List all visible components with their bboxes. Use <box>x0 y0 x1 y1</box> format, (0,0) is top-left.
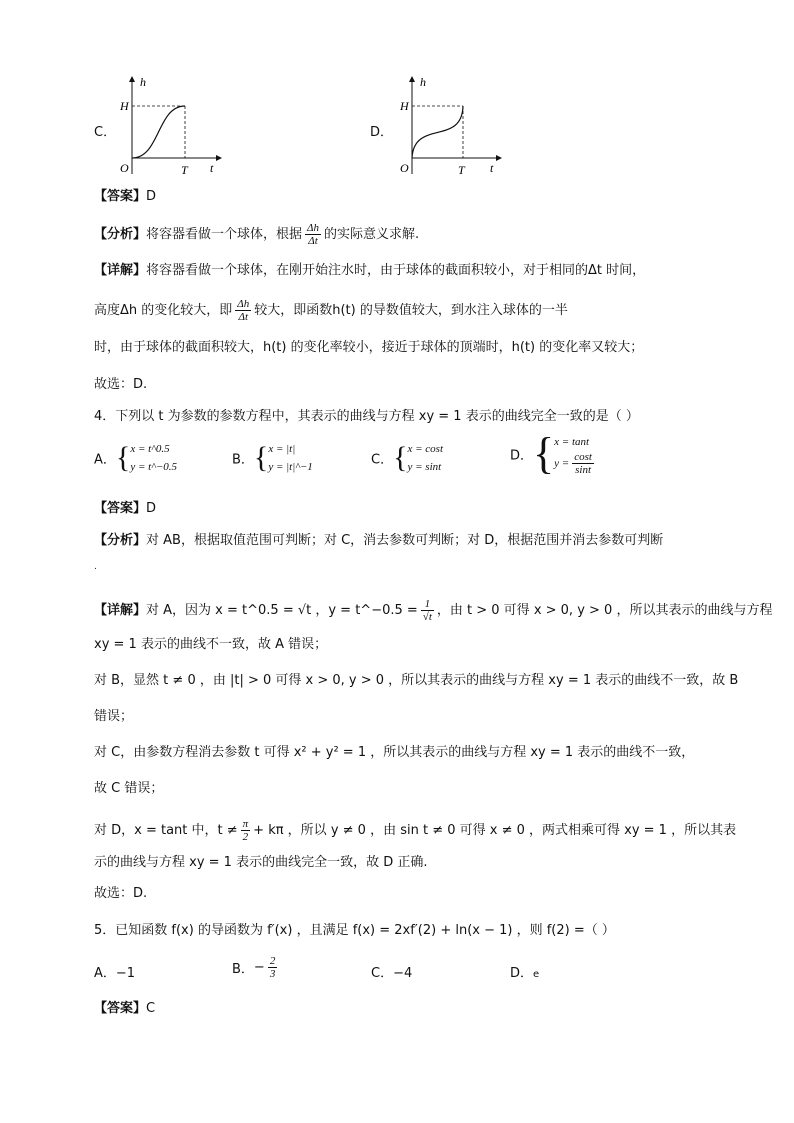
q4-answer <box>94 500 156 518</box>
analysis-text-end: 的实际意义求解. <box>324 227 420 242</box>
q4-detail-b-line-2: 错误； <box>94 709 134 724</box>
q4-analysis-dot: . <box>94 562 97 572</box>
q5-option-c: C．−4 <box>371 966 413 981</box>
q5-option-d: D．e <box>510 966 540 981</box>
delta-fraction: $\frac{\Delta h}{\Delta t}$ <box>307 222 319 247</box>
q4-analysis: 【分析】对 AB，根据取值范围可判断；对 C，消去参数可判断；对 D，根据范围并消去参数可判断 <box>94 533 664 548</box>
q5-answer <box>94 1000 155 1018</box>
graph-c-H-label: H <box>120 99 129 113</box>
graph-c-t-label: t <box>210 161 214 175</box>
q4-detail-d-line-2: 示的曲线与方程 xy = 1 表示的曲线完全一致，故 D 正确. <box>94 855 428 870</box>
option-d-label: D． <box>370 125 394 140</box>
q4-detail-a-line-2: xy = 1 表示的曲线不一致，故 A 错误； <box>94 637 328 652</box>
graph-c-curve <box>132 106 185 158</box>
answer-tag: 【答案】 <box>94 501 147 516</box>
q4-conclusion: 故选：D. <box>94 886 148 901</box>
graph-d-H-label: H <box>400 99 409 113</box>
graph-d-T-label: T <box>458 163 465 176</box>
q4-detail-d-line-1: 对 D，x = tant 中，t ≠ $\frac{\pi}{2}$ + kπ ，所以 y ≠ 0 ，由 sin t ≠ 0 可得 x ≠ 0 ，两式相乘可得 xy = 1 ，所以其表 <box>94 818 737 843</box>
q5-option-b: B．− $\frac{2}{3}$ <box>232 955 276 980</box>
graph-d-curve <box>412 106 463 158</box>
answer-value: C <box>146 1001 156 1016</box>
q4-detail-c-line-1: 对 C，由参数方程消去参数 t 可得 x² + y² = 1 ，所以其表示的曲线与方程 xy = 1 表示的曲线不一致， <box>94 745 695 760</box>
answer-tag: 【答案】 <box>94 1001 147 1016</box>
graph-c <box>112 74 222 176</box>
detail-tag: 【详解】 <box>94 263 147 278</box>
graph-d-h-arrow <box>409 76 415 82</box>
graph-d <box>392 74 502 176</box>
graph-c-origin-label: O <box>120 161 129 175</box>
q3-detail-line-1 <box>94 262 645 280</box>
q4-detail-b-line-1: 对 B，显然 t ≠ 0 ，由 |t| > 0 可得 x > 0, y > 0 ，所以其表示的曲线与方程 xy = 1 表示的曲线不一致，故 B <box>94 673 739 688</box>
q4-detail-c-line-2: 故 C 错误； <box>94 781 164 796</box>
q3-detail-line-2: 高度Δh 的变化较大，即 $\frac{\Delta h}{\Delta t}$ 较大，即函数h(t) 的导数值较大，到水注入球体的一半 <box>94 298 568 323</box>
graph-d-t-label: t <box>490 161 494 175</box>
q3-detail-line-3: 时，由于球体的截面积较大，h(t) 的变化率较小，接近于球体的顶端时，h(t) 的变化率又较大； <box>94 340 644 355</box>
delta-fraction: $\frac{\Delta h}{\Delta t}$ <box>237 298 250 323</box>
analysis-tag: 【分析】 <box>94 227 147 242</box>
q3-conclusion: 故选：D. <box>94 377 148 392</box>
q4-option-c: C．{ x = cost y = sint <box>371 441 444 474</box>
q3-analysis <box>94 222 419 247</box>
graph-d-origin-label: O <box>400 161 409 175</box>
q5-stem: 5．已知函数 f(x) 的导函数为 f′(x) ，且满足 f(x) = 2xf′(2) + ln(x − 1) ，则 f(2) =（ ） <box>94 923 615 938</box>
graph-c-h-label: h <box>140 75 146 89</box>
analysis-text: 将容器看做一个球体，根据 <box>146 227 303 242</box>
detail-text: 将容器看做一个球体，在刚开始注水时，由于球体的截面积较小，对于相同的Δt 时间， <box>146 263 646 278</box>
graph-c-h-arrow <box>129 76 135 82</box>
q3-answer <box>94 188 156 206</box>
q4-option-d: D．{ x = tant y = $\frac{\cos t}{\sin t}$ <box>510 429 592 478</box>
analysis-tag: 【分析】 <box>94 533 147 548</box>
detail-tag: 【详解】 <box>94 603 147 618</box>
option-c-label: C． <box>94 125 117 140</box>
q4-option-a: A．{ x = t^0.5 y = t^−0.5 <box>94 441 177 474</box>
answer-tag: 【答案】 <box>94 189 147 204</box>
answer-value: D <box>146 501 157 516</box>
q4-option-b: B．{ x = |t| y = |t|^−1 <box>232 441 313 474</box>
answer-value: D <box>146 189 157 204</box>
graph-d-h-label: h <box>420 75 426 89</box>
q5-option-a: A．−1 <box>94 966 136 981</box>
graph-c-T-label: T <box>181 163 188 176</box>
q4-detail-a-line-1: 【详解】对 A，因为 x = t^0.5 = √t ，y = t^−0.5 = $\frac{1}{√t}$ ，由 t > 0 可得 x > 0, y > 0 ，所以其表示的曲线与方程 <box>94 598 773 623</box>
q4-stem: 4．下列以 t 为参数的参数方程中，其表示的曲线与方程 xy = 1 表示的曲线完全一致的是（ ） <box>94 409 639 424</box>
graph-d-t-arrow <box>496 155 502 161</box>
graph-c-t-arrow <box>216 155 222 161</box>
